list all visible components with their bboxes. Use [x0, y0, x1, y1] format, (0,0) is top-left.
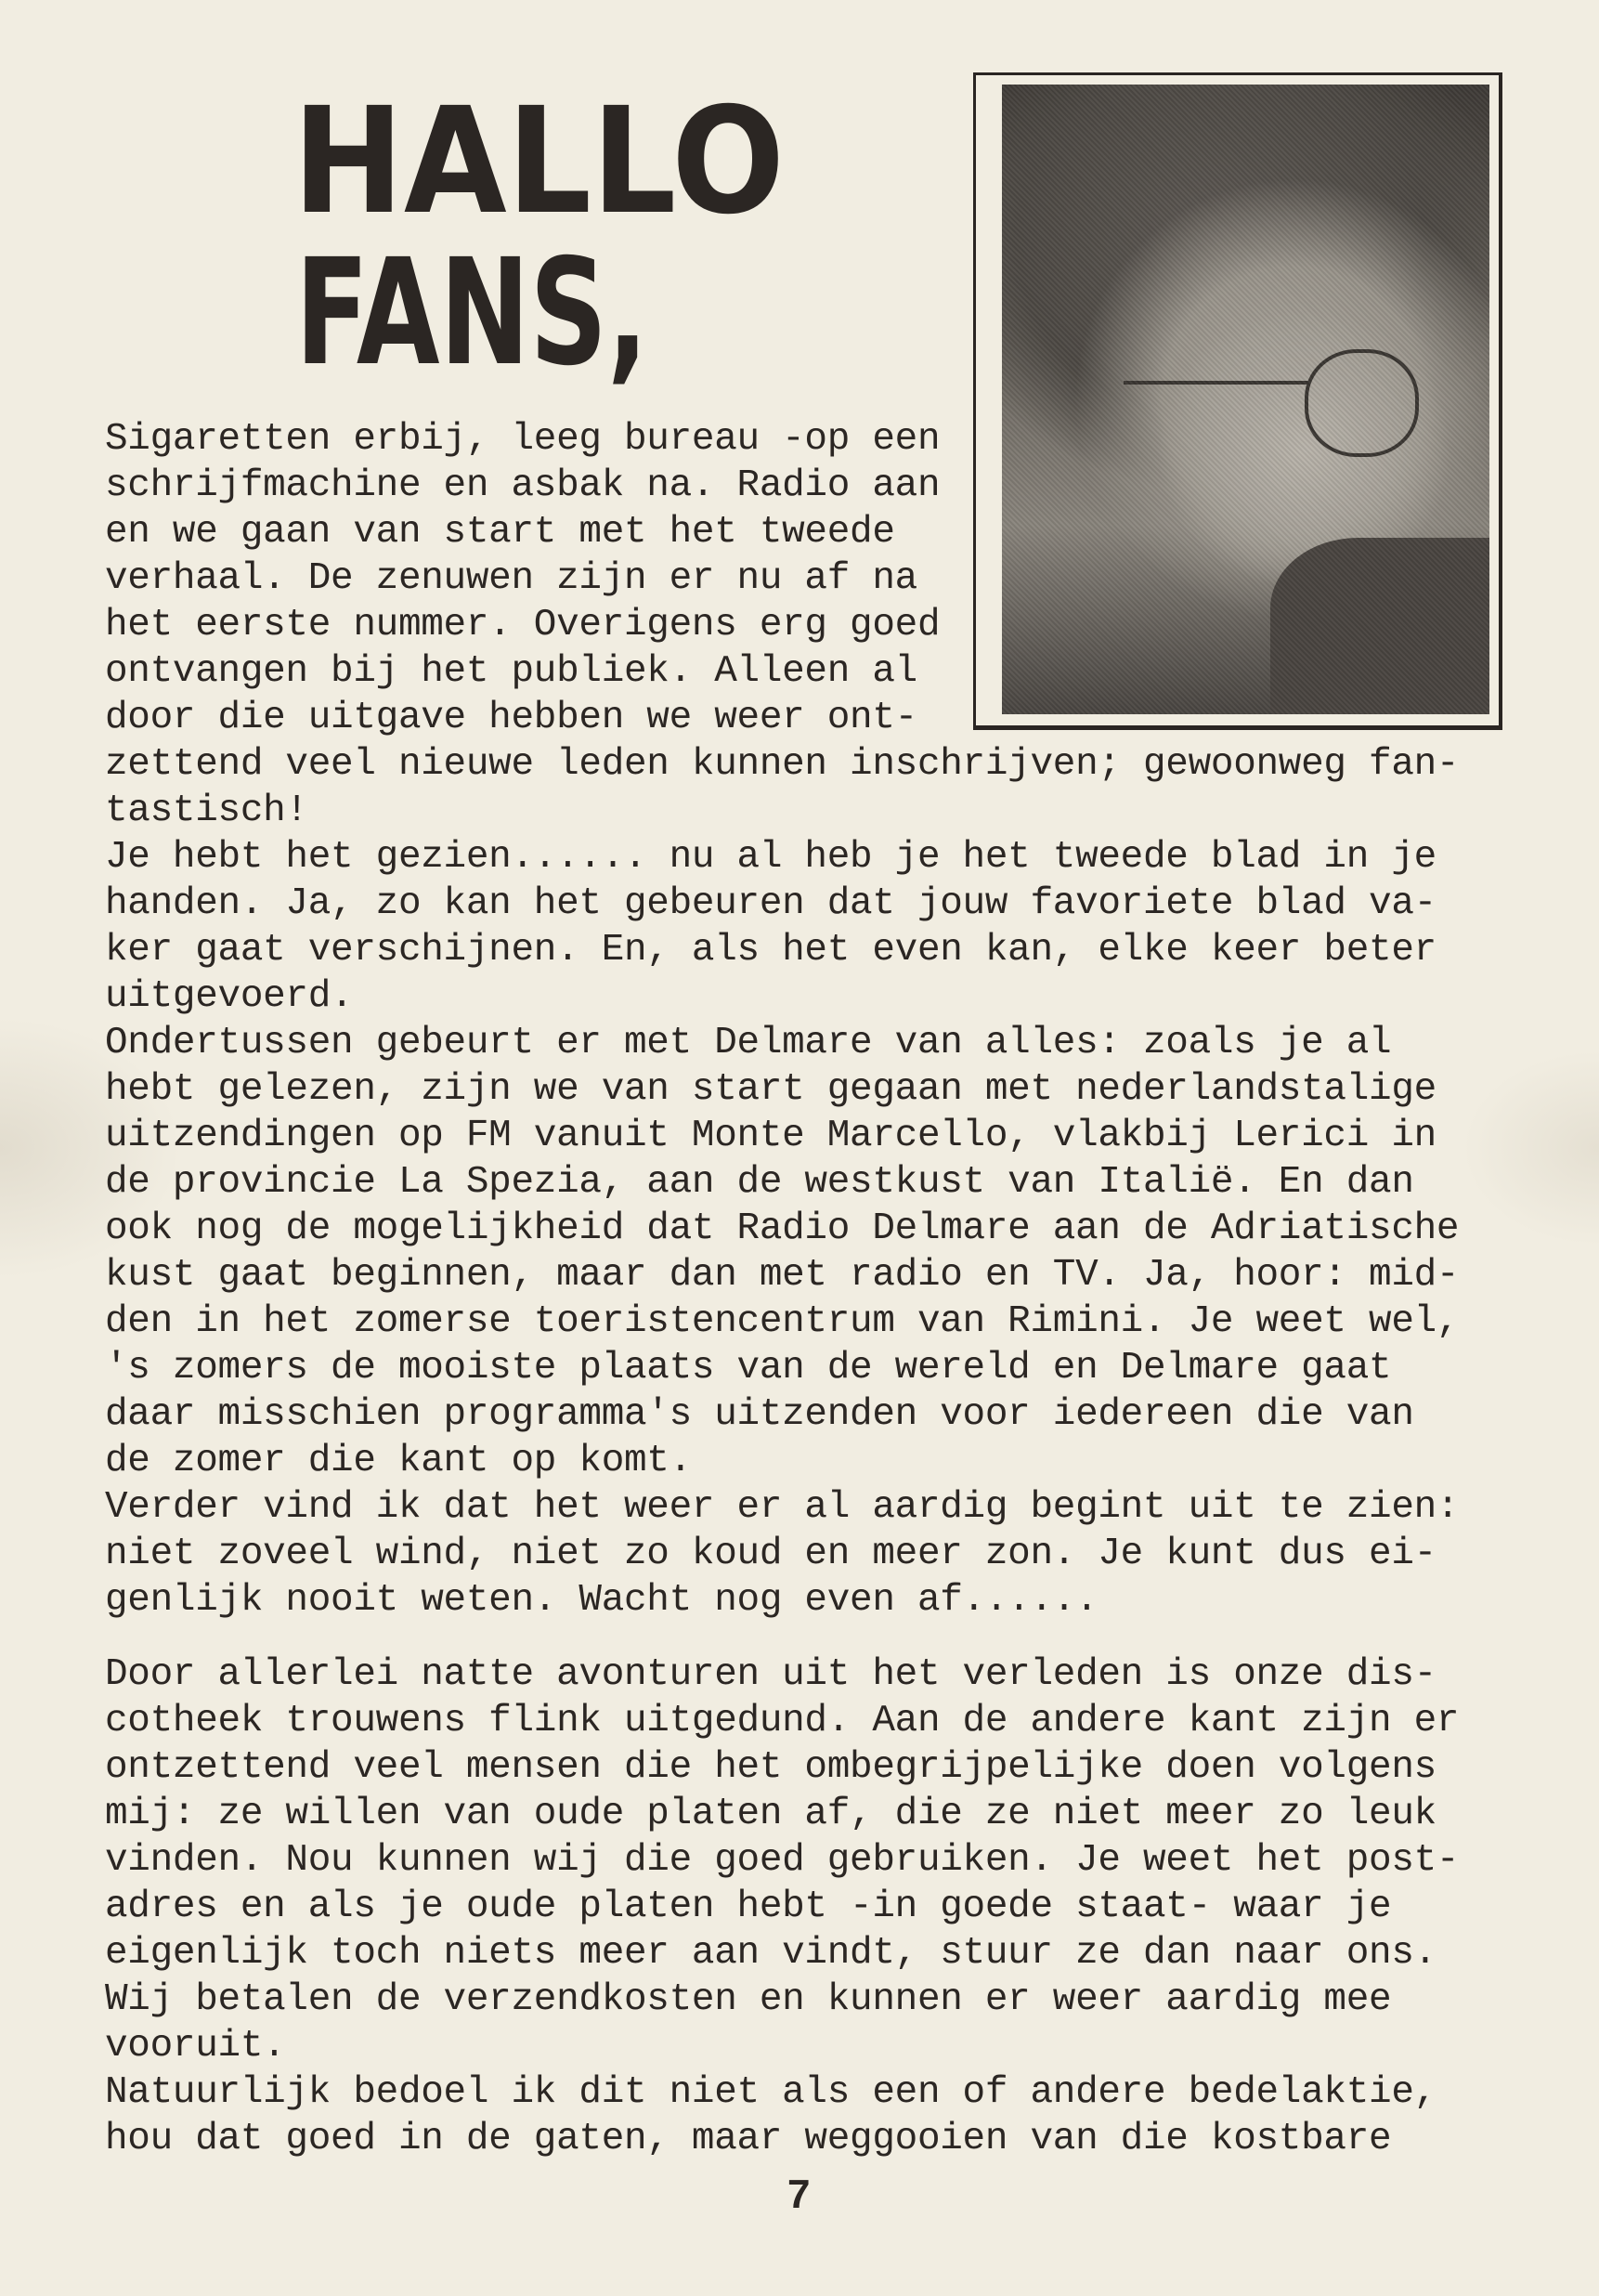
text-line: eigenlijk toch niets meer aan vindt, stuur ze dan naar ons.	[105, 1932, 1436, 1975]
text-line: verhaal. De zenuwen zijn er nu af na	[105, 557, 917, 600]
paragraph	[105, 1651, 1554, 2069]
text-line: Wij betalen de verzendkosten en kunnen er weer aardig mee	[105, 1978, 1392, 2021]
text-line: Sigaretten erbij, leeg bureau -op een	[105, 418, 941, 461]
text-line: en we gaan van start met het tweede	[105, 511, 895, 554]
text-line: Je hebt het gezien...... nu al heb je het tweede blad in je	[105, 836, 1436, 879]
text-line: Verder vind ik dat het weer er al aardig begint uit te zien:	[105, 1486, 1460, 1529]
paragraph-gap	[105, 1624, 1554, 1651]
paragraph	[105, 2069, 1554, 2162]
text-line: ontzettend veel mensen die het ombegrijpelijke doen volgens	[105, 1746, 1436, 1789]
text-line: uitzendingen op FM vanuit Monte Marcello, vlakbij Lerici in	[105, 1115, 1436, 1157]
photo-glasses-arm	[1124, 381, 1309, 385]
text-line: handen. Ja, zo kan het gebeuren dat jouw favoriete blad va-	[105, 882, 1436, 925]
text-line: de zomer die kant op komt.	[105, 1440, 692, 1482]
text-line: tastisch!	[105, 789, 308, 832]
headline-lettering	[288, 93, 808, 390]
text-line: hebt gelezen, zijn we van start gegaan met nederlandstalige	[105, 1068, 1436, 1111]
page-number: 7	[787, 2172, 811, 2217]
text-line: vooruit.	[105, 2025, 286, 2068]
text-line: den in het zomerse toeristencentrum van Rimini. Je weet wel,	[105, 1300, 1460, 1343]
text-line: ker gaat verschijnen. En, als het even kan, elke keer beter	[105, 929, 1436, 972]
text-line: daar misschien programma's uitzenden voor iedereen die van	[105, 1393, 1414, 1436]
text-line: het eerste nummer. Overigens erg goed	[105, 604, 941, 646]
headline-line-2: FANS,	[295, 228, 648, 390]
text-line: Natuurlijk bedoel ik dit niet als een of andere bedelaktie,	[105, 2071, 1436, 2114]
text-line: de provincie La Spezia, aan de westkust van Italië. En dan	[105, 1161, 1414, 1204]
text-line: niet zoveel wind, niet zo koud en meer zon. Je kunt dus ei-	[105, 1533, 1436, 1575]
text-line: vinden. Nou kunnen wij die goed gebruiken. Je weet het post-	[105, 1839, 1460, 1882]
headline	[288, 93, 808, 390]
paragraph	[105, 1020, 1554, 1484]
text-line: mij: ze willen van oude platen af, die ze niet meer zo leuk	[105, 1793, 1436, 1835]
text-line: zettend veel nieuwe leden kunnen inschrijven; gewoonweg fan-	[105, 743, 1460, 786]
text-line: Ondertussen gebeurt er met Delmare van alles: zoals je al	[105, 1022, 1392, 1064]
text-line: ontvangen bij het publiek. Alleen al	[105, 650, 917, 693]
text-line: genlijk nooit weten. Wacht nog even af......	[105, 1579, 1098, 1622]
text-line: kust gaat beginnen, maar dan met radio en TV. Ja, hoor: mid-	[105, 1254, 1460, 1297]
text-line: hou dat goed in de gaten, maar weggooien van die kostbare	[105, 2118, 1392, 2160]
text-line: 's zomers de mooiste plaats van de wereld en Delmare gaat	[105, 1347, 1392, 1389]
text-line: uitgevoerd.	[105, 975, 354, 1018]
text-line: Door allerlei natte avonturen uit het verleden is onze dis-	[105, 1653, 1436, 1696]
paragraph	[105, 1484, 1554, 1624]
text-line: ook nog de mogelijkheid dat Radio Delmare aan de Adriatische	[105, 1207, 1460, 1250]
headline-line-1: HALLO	[292, 93, 785, 247]
text-line: cotheek trouwens flink uitgedund. Aan de andere kant zijn er	[105, 1700, 1460, 1742]
paragraph	[105, 834, 1554, 1020]
text-line: adres en als je oude platen hebt -in goede staat- waar je	[105, 1885, 1392, 1928]
text-line: schrijfmachine en asbak na. Radio aan	[105, 464, 941, 507]
text-line: door die uitgave hebben we weer ont-	[105, 697, 917, 739]
paragraph	[105, 416, 1554, 834]
article-body	[105, 416, 1554, 2162]
